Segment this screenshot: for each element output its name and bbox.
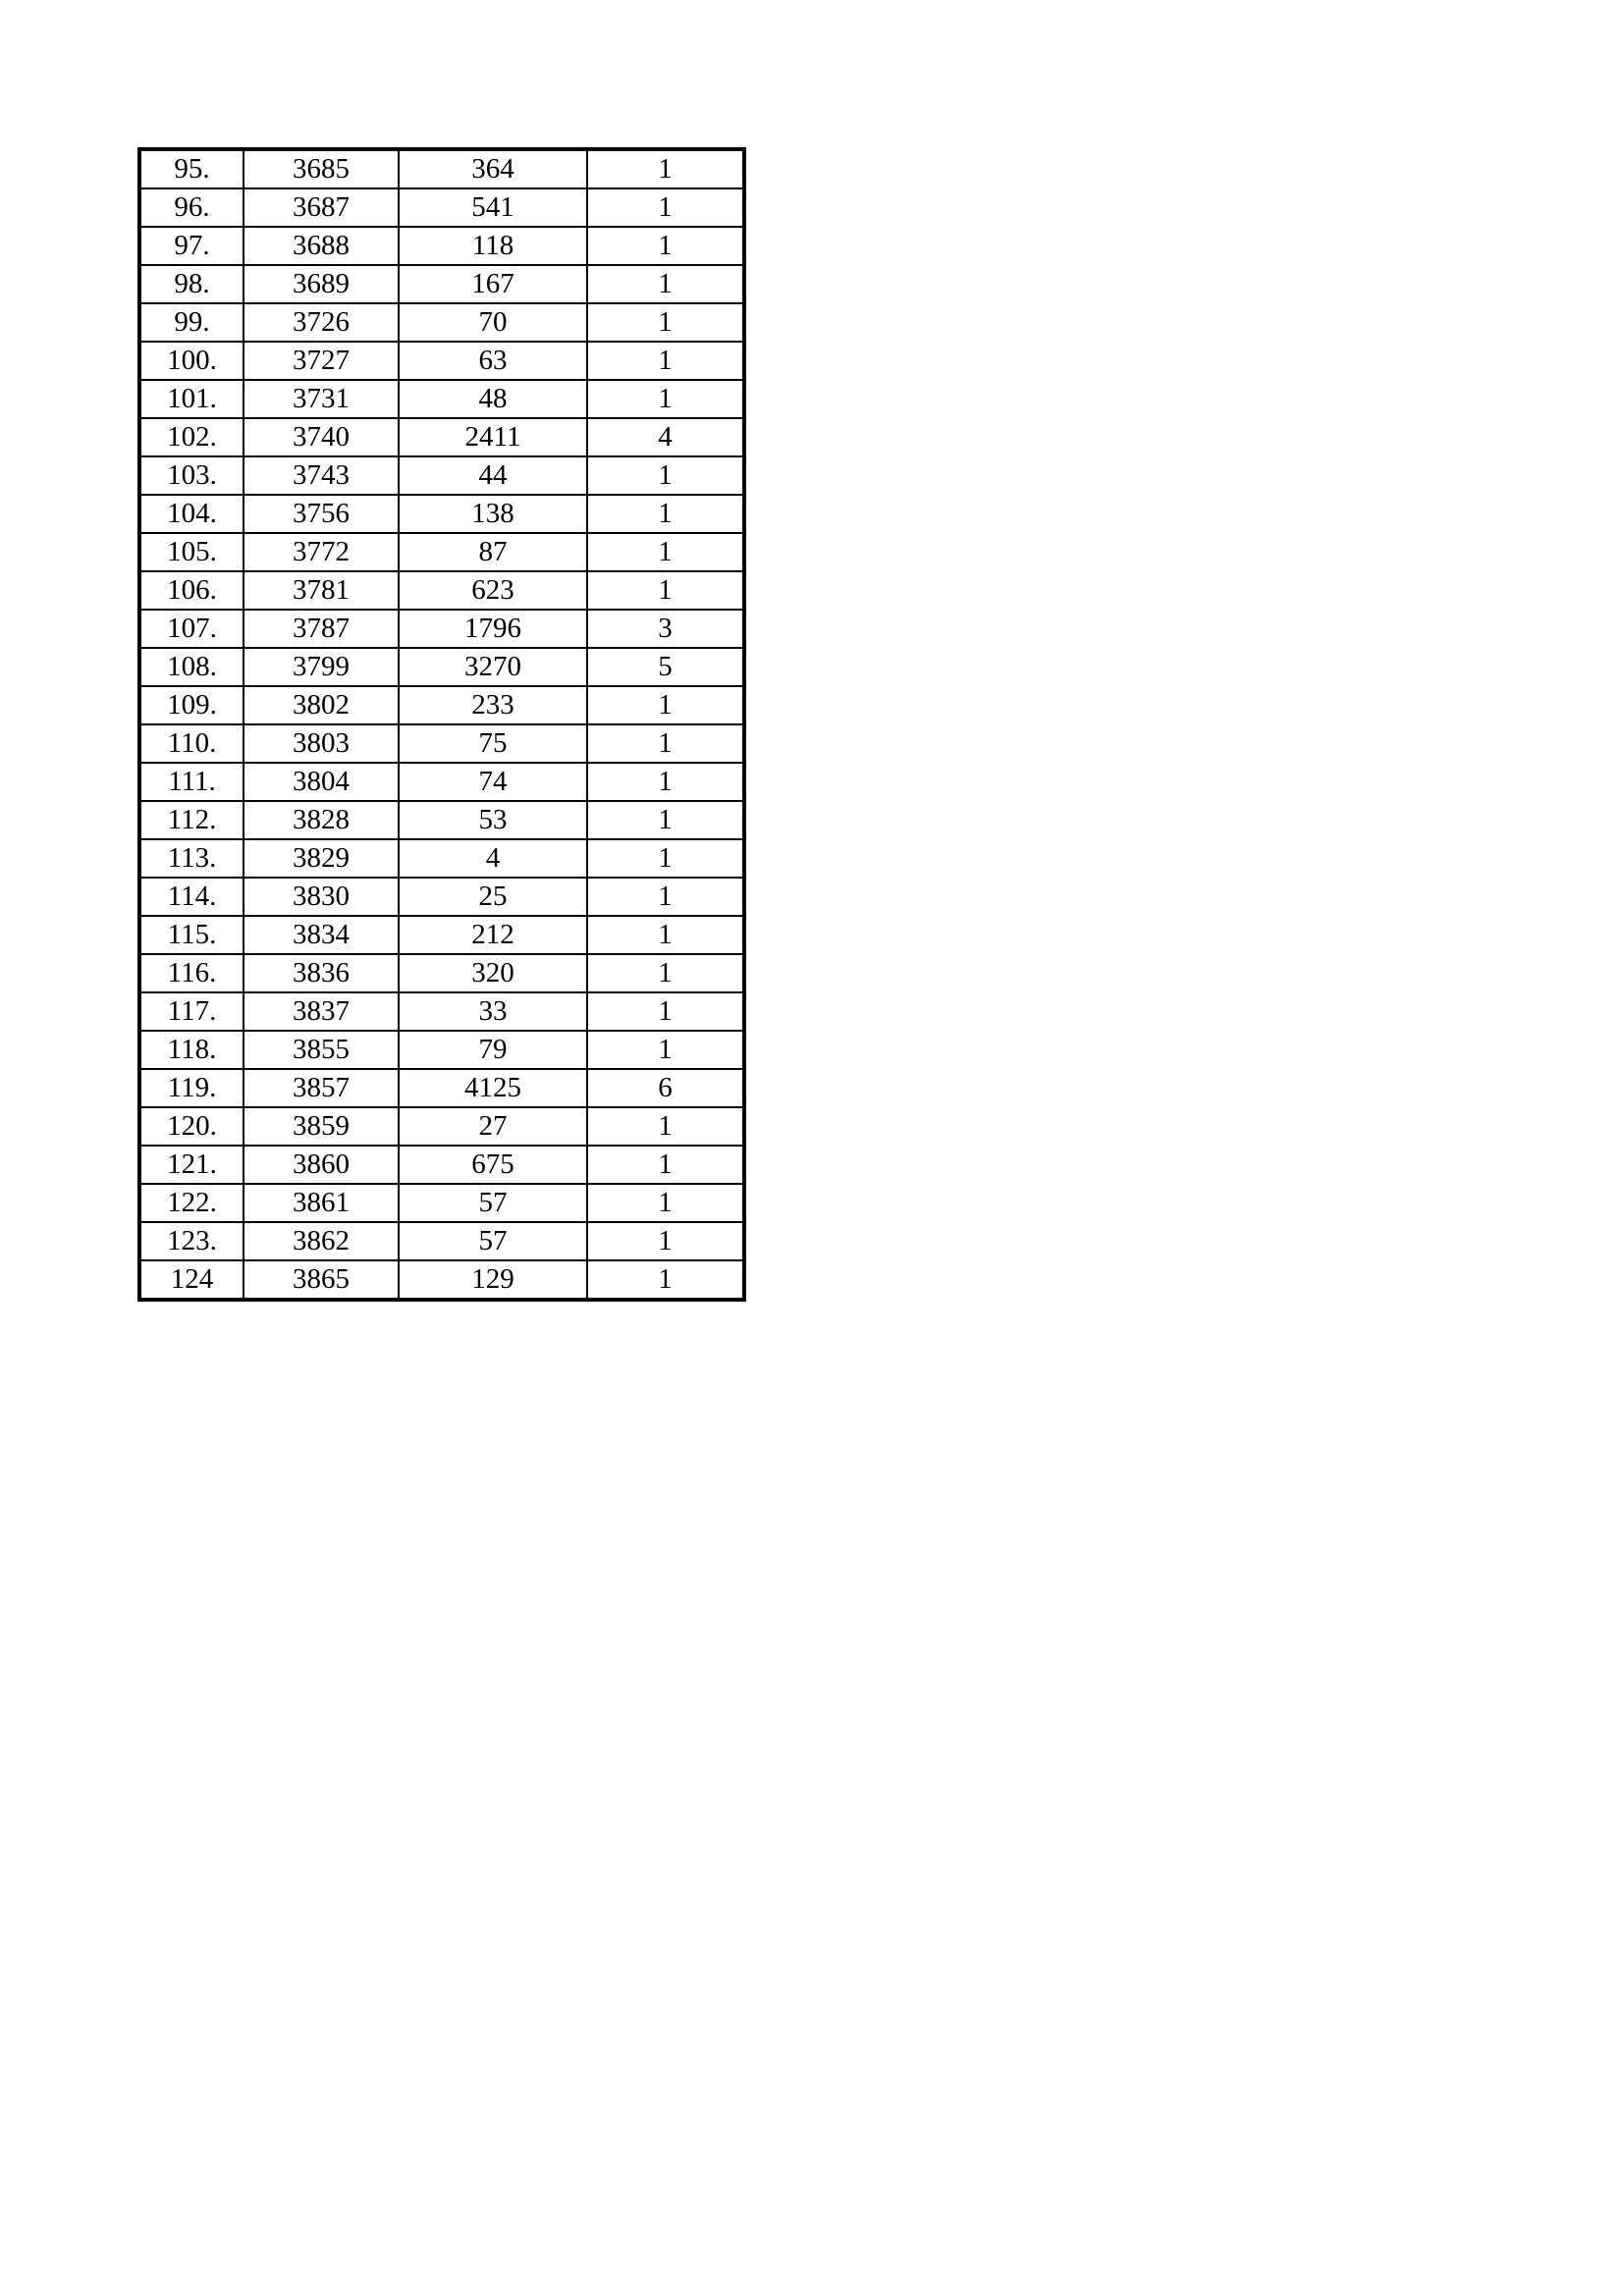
row-number-cell: 103. <box>139 456 243 495</box>
value-cell: 87 <box>399 533 587 571</box>
table-row <box>139 227 744 265</box>
value-cell: 212 <box>399 916 587 954</box>
table-row <box>139 724 744 763</box>
row-number-cell: 104. <box>139 495 243 533</box>
id-cell: 3756 <box>243 495 399 533</box>
id-cell: 3829 <box>243 839 399 878</box>
value-cell: 2411 <box>399 418 587 456</box>
table-row <box>139 342 744 380</box>
count-cell: 1 <box>587 916 744 954</box>
id-cell: 3857 <box>243 1069 399 1107</box>
count-cell: 1 <box>587 495 744 533</box>
row-number-cell: 114. <box>139 878 243 916</box>
row-number-cell: 98. <box>139 265 243 303</box>
count-cell: 1 <box>587 801 744 839</box>
value-cell: 57 <box>399 1184 587 1222</box>
count-cell: 1 <box>587 992 744 1031</box>
value-cell: 118 <box>399 227 587 265</box>
table-row <box>139 265 744 303</box>
table-row <box>139 954 744 992</box>
row-number-cell: 99. <box>139 303 243 342</box>
id-cell: 3726 <box>243 303 399 342</box>
row-number-cell: 102. <box>139 418 243 456</box>
count-cell: 3 <box>587 610 744 648</box>
id-cell: 3860 <box>243 1146 399 1184</box>
id-cell: 3685 <box>243 149 399 188</box>
count-cell: 1 <box>587 227 744 265</box>
row-number-cell: 108. <box>139 648 243 686</box>
id-cell: 3743 <box>243 456 399 495</box>
value-cell: 48 <box>399 380 587 418</box>
row-number-cell: 113. <box>139 839 243 878</box>
count-cell: 5 <box>587 648 744 686</box>
count-cell: 1 <box>587 571 744 610</box>
row-number-cell: 111. <box>139 763 243 801</box>
id-cell: 3781 <box>243 571 399 610</box>
table-row <box>139 916 744 954</box>
row-number-cell: 120. <box>139 1107 243 1146</box>
value-cell: 44 <box>399 456 587 495</box>
value-cell: 364 <box>399 149 587 188</box>
id-cell: 3865 <box>243 1260 399 1300</box>
table-row <box>139 533 744 571</box>
row-number-cell: 109. <box>139 686 243 724</box>
table-row <box>139 303 744 342</box>
row-number-cell: 117. <box>139 992 243 1031</box>
id-cell: 3862 <box>243 1222 399 1260</box>
table-row <box>139 610 744 648</box>
value-cell: 79 <box>399 1031 587 1069</box>
value-cell: 70 <box>399 303 587 342</box>
table-row <box>139 188 744 227</box>
id-cell: 3740 <box>243 418 399 456</box>
data-table <box>137 147 746 1302</box>
row-number-cell: 107. <box>139 610 243 648</box>
count-cell: 1 <box>587 380 744 418</box>
row-number-cell: 124 <box>139 1260 243 1300</box>
count-cell: 1 <box>587 303 744 342</box>
value-cell: 623 <box>399 571 587 610</box>
table-row <box>139 801 744 839</box>
id-cell: 3772 <box>243 533 399 571</box>
row-number-cell: 119. <box>139 1069 243 1107</box>
row-number-cell: 123. <box>139 1222 243 1260</box>
value-cell: 4125 <box>399 1069 587 1107</box>
count-cell: 1 <box>587 1260 744 1300</box>
count-cell: 1 <box>587 342 744 380</box>
id-cell: 3861 <box>243 1184 399 1222</box>
id-cell: 3688 <box>243 227 399 265</box>
row-number-cell: 106. <box>139 571 243 610</box>
id-cell: 3802 <box>243 686 399 724</box>
row-number-cell: 116. <box>139 954 243 992</box>
value-cell: 541 <box>399 188 587 227</box>
row-number-cell: 118. <box>139 1031 243 1069</box>
table-row <box>139 1260 744 1300</box>
table-row <box>139 1069 744 1107</box>
id-cell: 3828 <box>243 801 399 839</box>
value-cell: 675 <box>399 1146 587 1184</box>
id-cell: 3836 <box>243 954 399 992</box>
value-cell: 74 <box>399 763 587 801</box>
count-cell: 1 <box>587 265 744 303</box>
row-number-cell: 95. <box>139 149 243 188</box>
id-cell: 3859 <box>243 1107 399 1146</box>
row-number-cell: 101. <box>139 380 243 418</box>
value-cell: 25 <box>399 878 587 916</box>
value-cell: 4 <box>399 839 587 878</box>
row-number-cell: 122. <box>139 1184 243 1222</box>
table-row <box>139 839 744 878</box>
id-cell: 3727 <box>243 342 399 380</box>
row-number-cell: 110. <box>139 724 243 763</box>
count-cell: 1 <box>587 1184 744 1222</box>
table-row <box>139 1107 744 1146</box>
count-cell: 1 <box>587 188 744 227</box>
count-cell: 1 <box>587 1222 744 1260</box>
table-row <box>139 992 744 1031</box>
value-cell: 33 <box>399 992 587 1031</box>
value-cell: 129 <box>399 1260 587 1300</box>
id-cell: 3830 <box>243 878 399 916</box>
value-cell: 3270 <box>399 648 587 686</box>
value-cell: 138 <box>399 495 587 533</box>
count-cell: 6 <box>587 1069 744 1107</box>
count-cell: 1 <box>587 456 744 495</box>
id-cell: 3787 <box>243 610 399 648</box>
count-cell: 1 <box>587 533 744 571</box>
value-cell: 57 <box>399 1222 587 1260</box>
value-cell: 75 <box>399 724 587 763</box>
id-cell: 3803 <box>243 724 399 763</box>
table-row <box>139 571 744 610</box>
id-cell: 3731 <box>243 380 399 418</box>
value-cell: 1796 <box>399 610 587 648</box>
count-cell: 1 <box>587 686 744 724</box>
id-cell: 3689 <box>243 265 399 303</box>
table-row <box>139 418 744 456</box>
table-row <box>139 456 744 495</box>
row-number-cell: 96. <box>139 188 243 227</box>
value-cell: 27 <box>399 1107 587 1146</box>
id-cell: 3799 <box>243 648 399 686</box>
row-number-cell: 121. <box>139 1146 243 1184</box>
id-cell: 3687 <box>243 188 399 227</box>
table-row <box>139 1222 744 1260</box>
value-cell: 233 <box>399 686 587 724</box>
count-cell: 1 <box>587 1031 744 1069</box>
value-cell: 63 <box>399 342 587 380</box>
row-number-cell: 115. <box>139 916 243 954</box>
value-cell: 167 <box>399 265 587 303</box>
count-cell: 1 <box>587 839 744 878</box>
value-cell: 320 <box>399 954 587 992</box>
id-cell: 3855 <box>243 1031 399 1069</box>
table-row <box>139 1146 744 1184</box>
count-cell: 1 <box>587 149 744 188</box>
value-cell: 53 <box>399 801 587 839</box>
table-row <box>139 686 744 724</box>
table-row <box>139 380 744 418</box>
count-cell: 1 <box>587 878 744 916</box>
table-row <box>139 763 744 801</box>
id-cell: 3834 <box>243 916 399 954</box>
table-row <box>139 878 744 916</box>
count-cell: 1 <box>587 1107 744 1146</box>
id-cell: 3837 <box>243 992 399 1031</box>
count-cell: 1 <box>587 724 744 763</box>
row-number-cell: 112. <box>139 801 243 839</box>
count-cell: 1 <box>587 1146 744 1184</box>
table-row <box>139 1184 744 1222</box>
id-cell: 3804 <box>243 763 399 801</box>
table-body <box>139 149 744 1300</box>
row-number-cell: 97. <box>139 227 243 265</box>
count-cell: 4 <box>587 418 744 456</box>
table-row <box>139 149 744 188</box>
count-cell: 1 <box>587 954 744 992</box>
row-number-cell: 100. <box>139 342 243 380</box>
row-number-cell: 105. <box>139 533 243 571</box>
table-row <box>139 648 744 686</box>
table-row <box>139 1031 744 1069</box>
table-row <box>139 495 744 533</box>
count-cell: 1 <box>587 763 744 801</box>
